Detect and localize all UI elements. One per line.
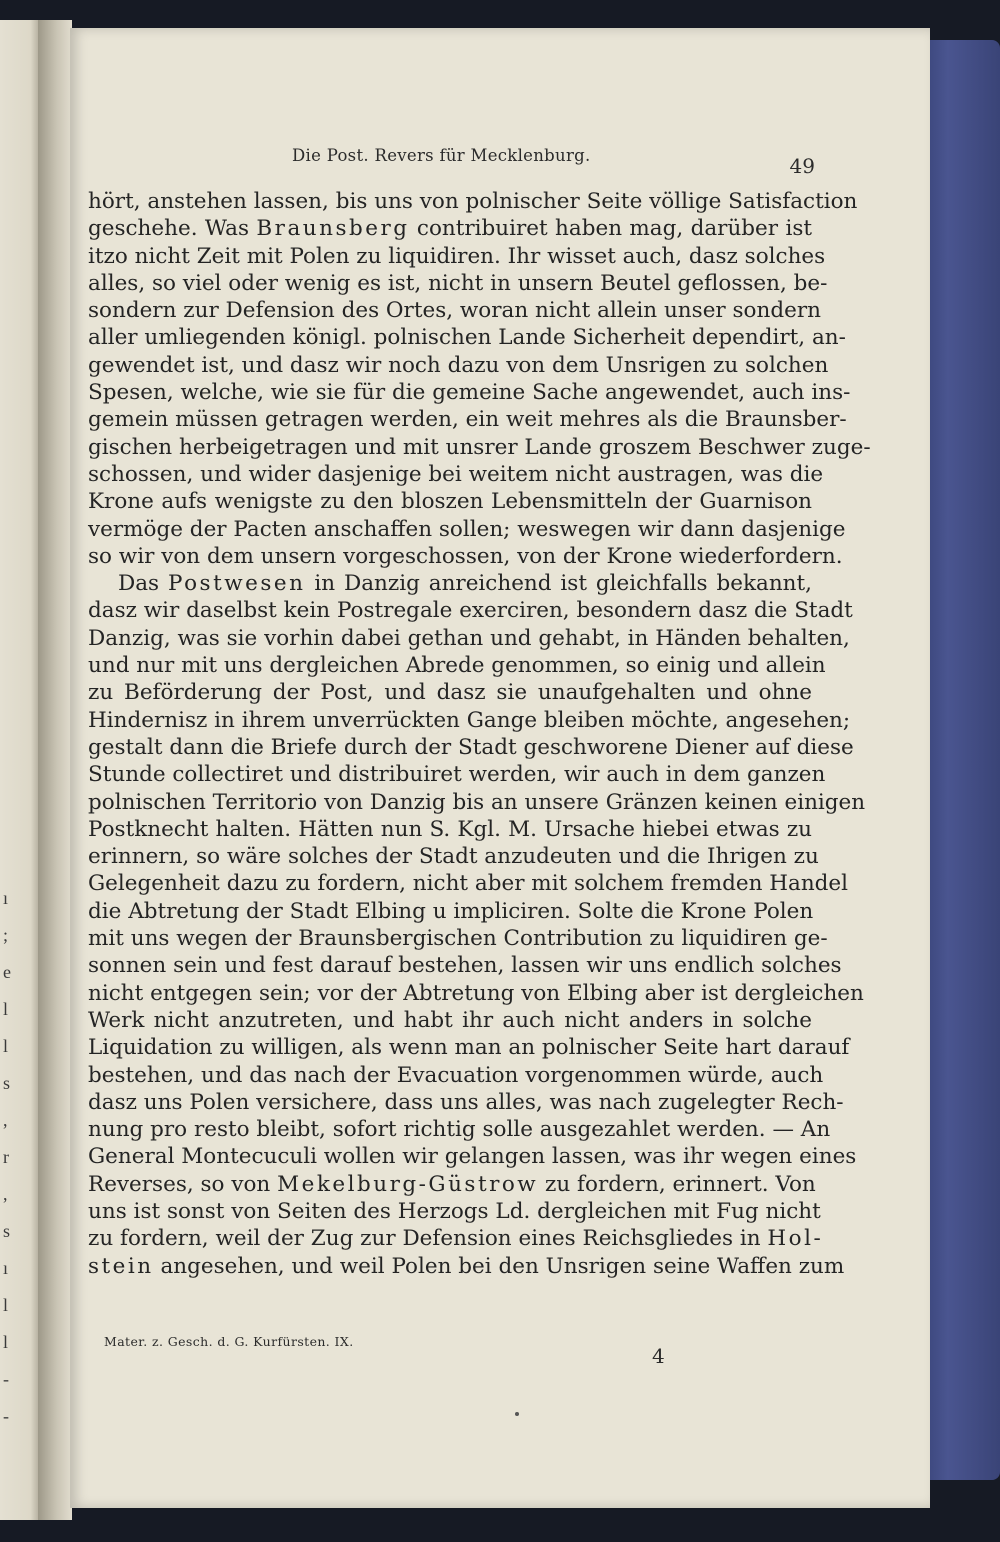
text-line: aller umliegenden königl. polnischen Lande Sicherheit dependirt, an- <box>88 325 846 351</box>
text-line: nicht entgegen sein; vor der Abtretung von Elbing aber ist dergleichen <box>88 980 864 1006</box>
text-line: und nur mit uns dergleichen Abrede genommen, so einig und allein <box>88 653 826 679</box>
text-line: Liquidation zu willigen, als wenn man an polnischer Seite hart darauf <box>88 1035 850 1061</box>
text-line: geschehe. Was Braunsberg contribuiret haben mag, darüber ist <box>88 216 812 242</box>
previous-page-fragment: - <box>3 1406 9 1426</box>
book-page <box>70 28 930 1508</box>
text-line: zu Beförderung der Post, und dasz sie unaufgehalten und ohne <box>88 680 812 706</box>
text-line: so wir von dem unsern vorgeschossen, von der Krone wiederfordern. <box>88 543 843 569</box>
book-gutter <box>38 20 72 1520</box>
previous-page-fragment: l <box>3 1332 9 1352</box>
previous-page-fragment: s <box>3 1073 11 1093</box>
text-line: polnischen Territorio von Danzig bis an unsere Gränzen keinen einigen <box>88 789 866 815</box>
previous-page-fragment: l <box>3 999 9 1019</box>
text-line: bestehen, und das nach der Evacuation vorgenommen würde, auch <box>88 1062 824 1088</box>
text-line: sondern zur Defension des Ortes, woran nicht allein unser sondern <box>88 298 821 324</box>
ink-speck <box>515 1412 519 1416</box>
text-line: erinnern, so wäre solches der Stadt anzudeuten und die Ihrigen zu <box>88 844 819 870</box>
previous-page-fragment: , <box>3 1184 8 1204</box>
previous-page-fragment: ı <box>3 888 9 908</box>
spaced-word: Braunsberg <box>256 216 410 242</box>
page-header <box>292 146 815 178</box>
paragraph <box>88 188 871 570</box>
text-line: gischen herbeigetragen und mit unsrer Lande groszem Beschwer zuge- <box>88 434 871 460</box>
text-line: alles, so viel oder wenig es ist, nicht in unsern Beutel geflossen, be- <box>88 270 828 296</box>
text-line: dasz uns Polen versichere, dass uns alles, was nach zugelegter Rech- <box>88 1089 844 1115</box>
previous-page-fragment: e <box>3 962 11 982</box>
previous-page-fragment: , <box>3 1110 8 1130</box>
running-title: Die Post. Revers für Mecklenburg. <box>292 146 591 165</box>
previous-page-text-fragments <box>3 880 17 1435</box>
previous-page-fragment: ; <box>3 925 9 945</box>
previous-page-edge <box>0 20 38 1520</box>
text-line: gemein müssen getragen werden, ein weit mehres als die Braunsber- <box>88 407 847 433</box>
text-line: die Abtretung der Stadt Elbing u impliciren. Solte die Krone Polen <box>88 898 814 924</box>
text-line: Gelegenheit dazu zu fordern, nicht aber mit solchem fremden Handel <box>88 871 849 897</box>
text-line: uns ist sonst von Seiten des Herzogs Ld. dergleichen mit Fug nicht <box>88 1198 821 1224</box>
previous-page-fragment: ı <box>3 1258 9 1278</box>
text-line: Hindernisz in ihrem unverrückten Gange bleiben möchte, angesehen; <box>88 707 851 733</box>
previous-page-fragment: r <box>3 1147 9 1167</box>
text-line: General Montecuculi wollen wir gelangen lassen, was ihr wegen eines <box>88 1144 857 1170</box>
text-line: mit uns wegen der Braunsbergischen Contribution zu liquidiren ge- <box>88 926 828 952</box>
previous-page-fragment: l <box>3 1036 9 1056</box>
spaced-word: Postwesen <box>168 571 306 597</box>
text-line: dasz wir daselbst kein Postregale exerciren, besondern dasz die Stadt <box>88 598 853 624</box>
spaced-word: stein <box>88 1253 154 1279</box>
text-line: Danzig, was sie vorhin dabei gethan und gehabt, in Händen behalten, <box>88 625 850 651</box>
signature-mark: 4 <box>652 1344 665 1368</box>
spaced-word: Mekelburg-Güstrow <box>277 1171 539 1197</box>
text-line: Das Postwesen in Danzig anreichend ist gleichfalls bekannt, <box>118 571 812 597</box>
text-line: Stunde collectiret und distribuiret werden, wir auch in dem ganzen <box>88 762 826 788</box>
paragraph <box>88 570 866 1280</box>
footer-source-note: Mater. z. Gesch. d. G. Kurfürsten. IX. <box>104 1334 354 1349</box>
previous-page-fragment: l <box>3 1295 9 1315</box>
text-line: Postknecht halten. Hätten nun S. Kgl. M. Ursache hiebei etwas zu <box>88 816 812 842</box>
text-line: Krone aufs wenigste zu den bloszen Lebensmitteln der Guarnison <box>88 489 812 515</box>
text-line: itzo nicht Zeit mit Polen zu liquidiren. Ihr wisset auch, dasz solches <box>88 243 826 269</box>
text-line: stein angesehen, und weil Polen bei den Unsrigen seine Waffen zum <box>88 1253 845 1279</box>
page-number: 49 <box>789 154 815 178</box>
body-text <box>88 188 871 1280</box>
text-line: schossen, und wider dasjenige bei weitem nicht austragen, was die <box>88 461 824 487</box>
spaced-word: Hol- <box>767 1226 824 1252</box>
text-line: nung pro resto bleibt, sofort richtig solle ausgezahlet werden. — An <box>88 1117 831 1143</box>
text-line: hört, anstehen lassen, bis uns von polnischer Seite völlige Satisfaction <box>88 189 858 214</box>
text-line: gestalt dann die Briefe durch der Stadt geschworene Diener auf diese <box>88 734 854 760</box>
text-line: sonnen sein und fest darauf bestehen, lassen wir uns endlich solches <box>88 953 842 979</box>
text-line: Spesen, welche, wie sie für die gemeine Sache angewendet, auch ins- <box>88 380 851 406</box>
text-line: Reverses, so von Mekelburg-Güstrow zu fordern, erinnert. Von <box>88 1171 816 1197</box>
text-line: zu fordern, weil der Zug zur Defension eines Reichsgliedes in Hol- <box>88 1226 824 1252</box>
text-line: vermöge der Pacten anschaffen sollen; weswegen wir dann dasjenige <box>88 516 846 542</box>
text-line: Werk nicht anzutreten, und habt ihr auch nicht anders in solche <box>88 1007 812 1033</box>
previous-page-fragment: - <box>3 1369 9 1389</box>
text-line: gewendet ist, und dasz wir noch dazu von dem Unsrigen zu solchen <box>88 352 829 378</box>
previous-page-fragment: s <box>3 1221 11 1241</box>
